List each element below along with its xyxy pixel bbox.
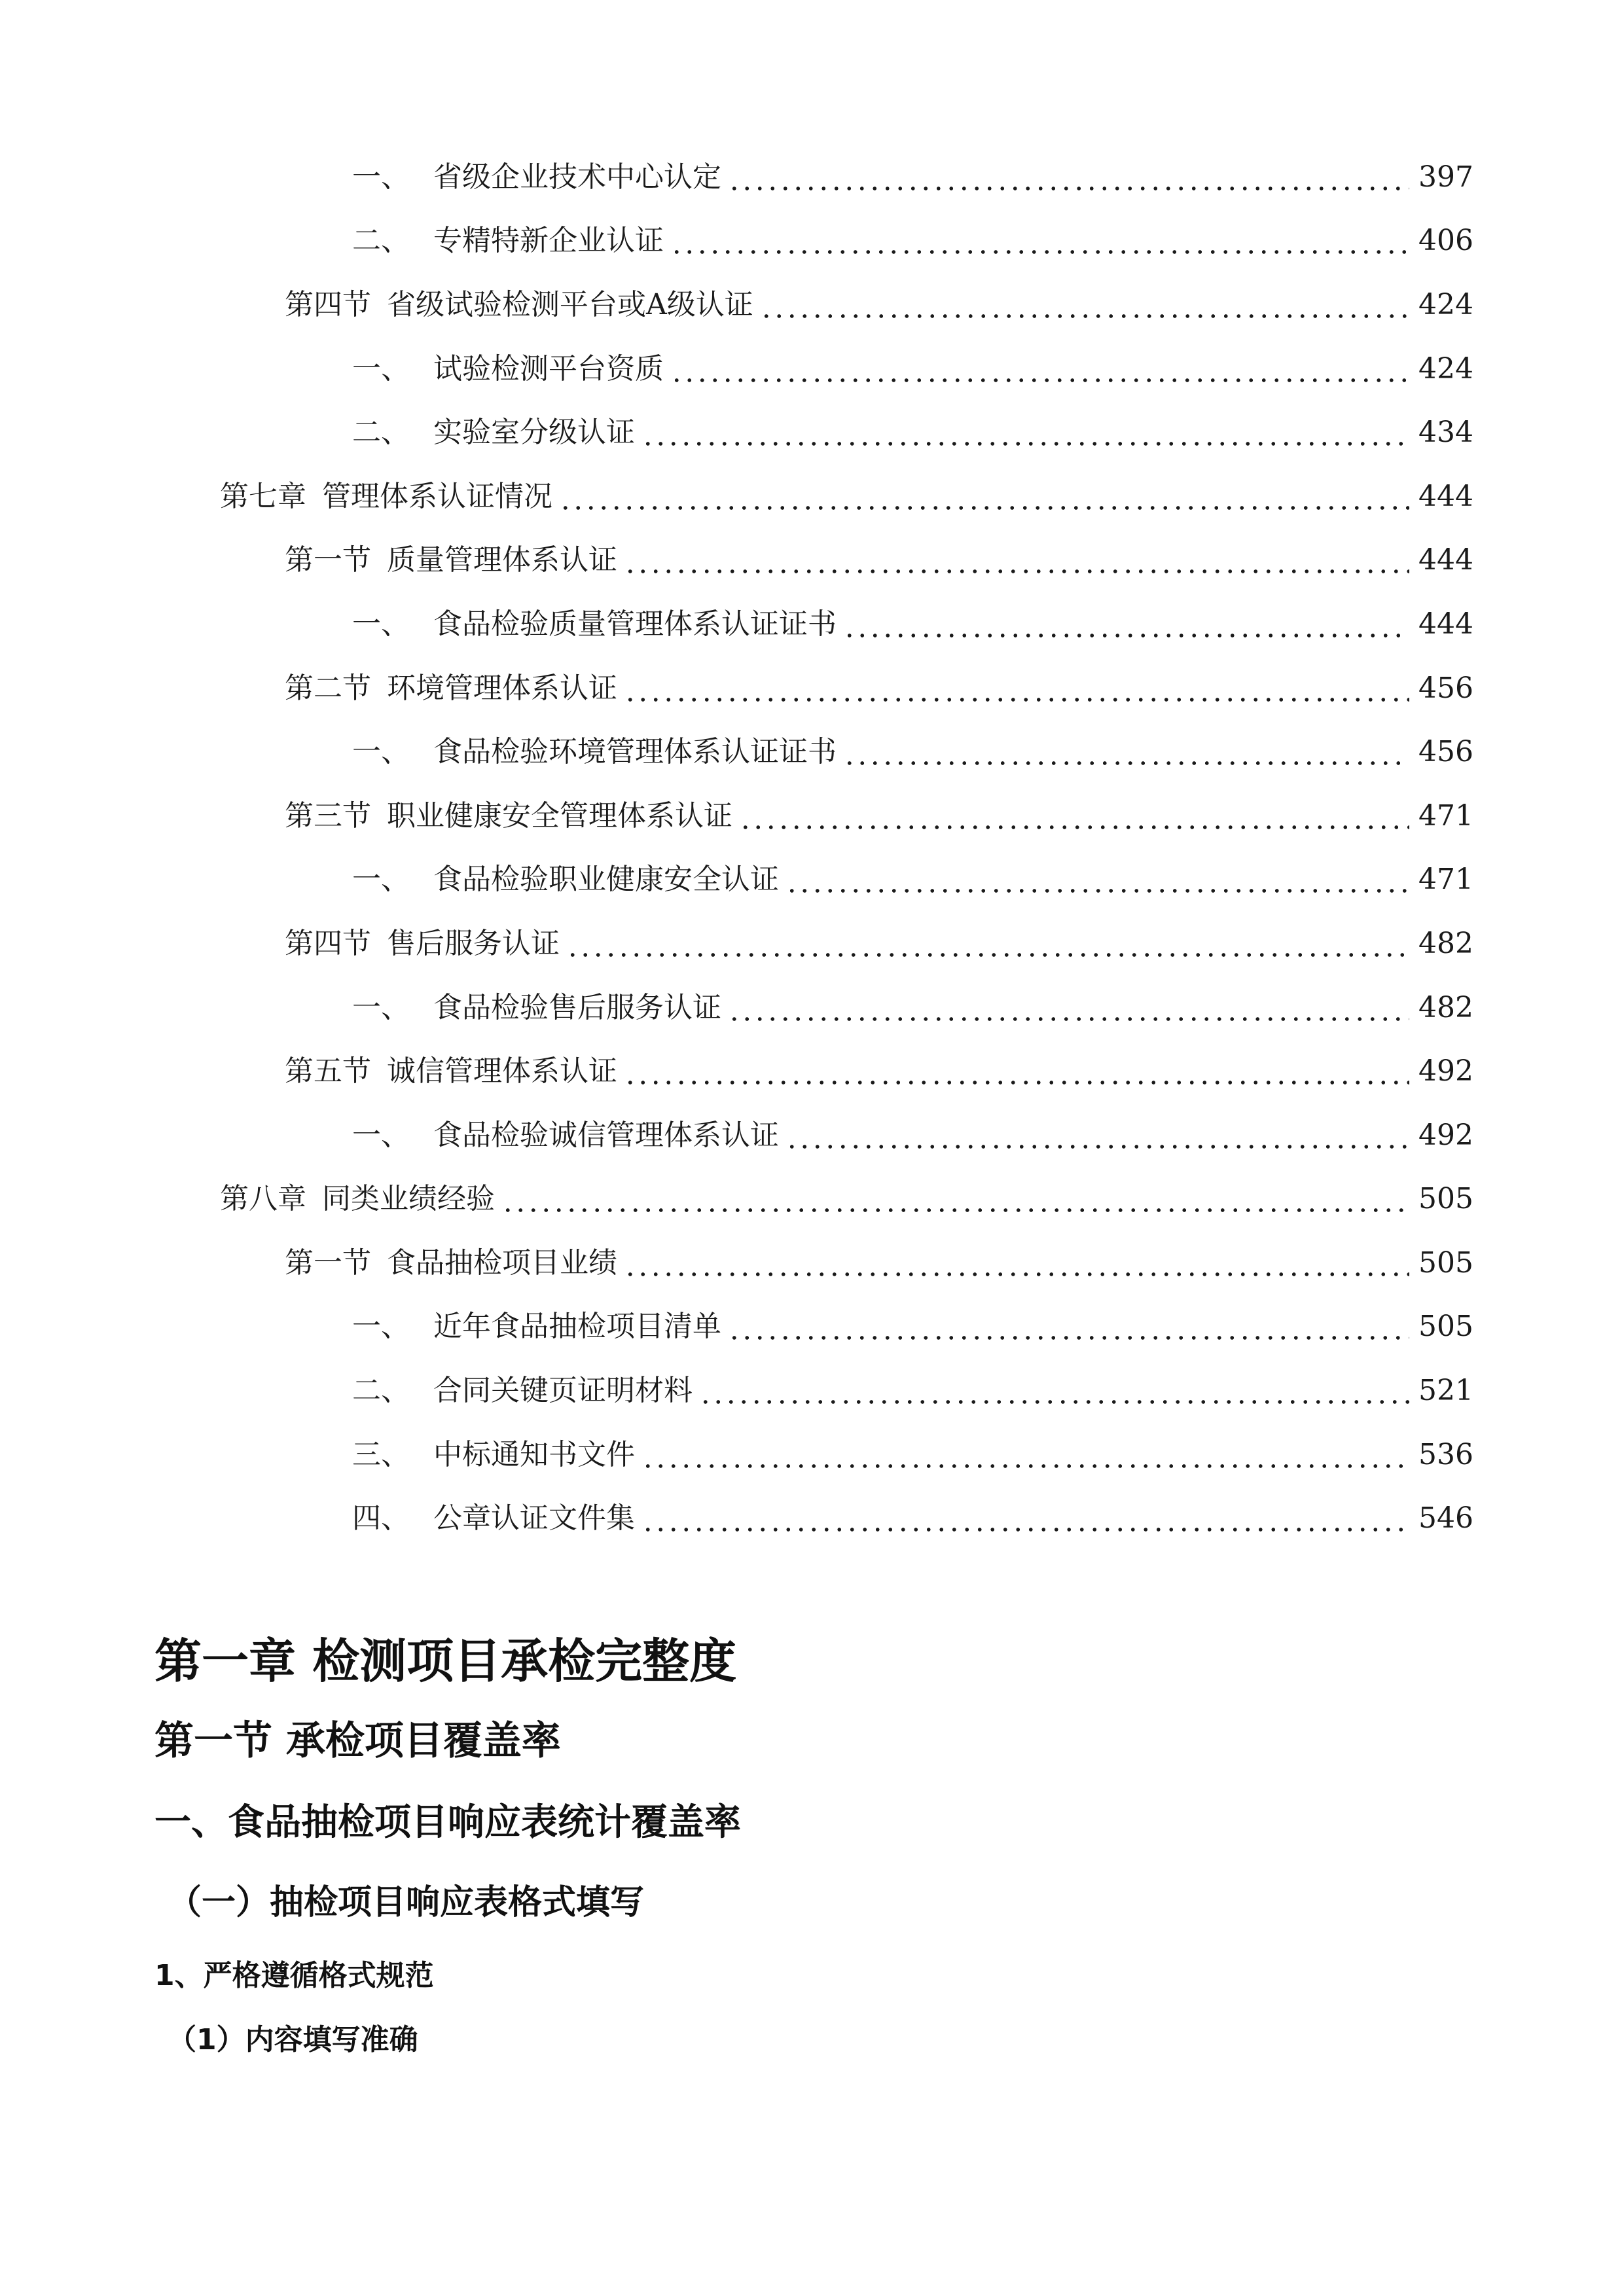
toc-entry-page-number: 456 xyxy=(1418,735,1473,769)
toc-entry[interactable] xyxy=(0,1168,1624,1232)
toc-entry-page-number: 456 xyxy=(1418,671,1473,705)
toc-entry-prefix: 一、 xyxy=(352,607,410,641)
toc-entry-title: 管理体系认证情况 xyxy=(322,479,552,513)
toc-entry-prefix: 第三节 xyxy=(285,798,371,833)
toc-entry-page-number: 444 xyxy=(1418,607,1473,641)
toc-dot-leader xyxy=(760,291,1409,319)
toc-entry[interactable] xyxy=(0,784,1624,848)
toc-entry-page-number: 444 xyxy=(1418,543,1473,577)
toc-entry-title: 近年食品抽检项目清单 xyxy=(433,1310,721,1344)
toc-entry-page-number: 444 xyxy=(1418,479,1473,513)
toc-dot-leader xyxy=(624,674,1409,703)
toc-entry[interactable] xyxy=(0,1039,1624,1103)
toc-entry-page-number: 521 xyxy=(1418,1374,1473,1408)
toc-entry-prefix: 第一节 xyxy=(285,1246,371,1280)
toc-entry-title: 食品检验质量管理体系认证证书 xyxy=(433,607,837,641)
toc-entry-title: 试验检测平台资质 xyxy=(433,351,664,386)
subpoint-heading: （1）内容填写准确 xyxy=(168,2023,418,2056)
toc-entry-title: 中标通知书文件 xyxy=(433,1437,635,1471)
toc-entry[interactable] xyxy=(0,720,1624,784)
toc-entry-page-number: 492 xyxy=(1418,1118,1473,1152)
toc-entry-title: 职业健康安全管理体系认证 xyxy=(387,798,732,833)
toc-entry-page-number: 546 xyxy=(1418,1501,1473,1535)
toc-entry[interactable] xyxy=(0,592,1624,656)
toc-entry-prefix: 二、 xyxy=(352,224,410,258)
toc-entry-title: 食品检验职业健康安全认证 xyxy=(433,863,779,897)
toc-entry-page-number: 482 xyxy=(1418,926,1473,960)
toc-entry-page-number: 482 xyxy=(1418,990,1473,1024)
toc-dot-leader xyxy=(641,1441,1409,1469)
toc-dot-leader xyxy=(501,1185,1409,1213)
toc-entry-title: 食品抽检项目业绩 xyxy=(387,1246,617,1280)
toc-entry-title: 食品检验环境管理体系认证证书 xyxy=(433,735,837,769)
section-heading: 第一节 承检项目覆盖率 xyxy=(154,1718,561,1764)
toc-dot-leader xyxy=(728,1312,1409,1341)
toc-dot-leader xyxy=(699,1376,1409,1405)
toc-entry[interactable] xyxy=(0,1423,1624,1487)
item-heading: （一）抽检项目响应表格式填写 xyxy=(168,1883,645,1922)
toc-dot-leader xyxy=(624,546,1409,575)
chapter-heading: 第一章 检测项目承检完整度 xyxy=(154,1634,737,1689)
toc-entry-title: 专精特新企业认证 xyxy=(433,224,664,258)
toc-entry-title: 省级企业技术中心认定 xyxy=(433,160,721,194)
toc-entry-prefix: 第五节 xyxy=(285,1054,371,1088)
toc-entry[interactable] xyxy=(0,848,1624,912)
toc-entry-page-number: 424 xyxy=(1418,351,1473,386)
table-of-contents xyxy=(0,145,1624,1551)
toc-entry-prefix: 一、 xyxy=(352,1310,410,1344)
toc-entry-title: 质量管理体系认证 xyxy=(387,543,617,577)
toc-dot-leader xyxy=(670,226,1409,255)
toc-entry-page-number: 505 xyxy=(1418,1182,1473,1216)
toc-entry[interactable] xyxy=(0,145,1624,209)
toc-entry-prefix: 第四节 xyxy=(285,926,371,960)
toc-entry-prefix: 一、 xyxy=(352,351,410,386)
toc-entry-prefix: 第七章 xyxy=(220,479,306,513)
toc-dot-leader xyxy=(785,865,1409,894)
toc-dot-leader xyxy=(728,994,1409,1022)
toc-entry[interactable] xyxy=(0,273,1624,337)
toc-dot-leader xyxy=(843,738,1409,766)
toc-dot-leader xyxy=(624,1057,1409,1086)
toc-entry-prefix: 三、 xyxy=(352,1437,410,1471)
toc-dot-leader xyxy=(843,610,1409,639)
toc-entry[interactable] xyxy=(0,976,1624,1040)
toc-dot-leader xyxy=(566,929,1409,958)
toc-entry[interactable] xyxy=(0,1486,1624,1551)
toc-dot-leader xyxy=(728,163,1409,192)
toc-entry-page-number: 492 xyxy=(1418,1054,1473,1088)
toc-dot-leader xyxy=(670,355,1409,384)
toc-entry-prefix: 二、 xyxy=(352,416,410,450)
toc-entry-title: 售后服务认证 xyxy=(387,926,560,960)
toc-entry[interactable] xyxy=(0,912,1624,976)
toc-entry-prefix: 四、 xyxy=(352,1501,410,1535)
toc-entry-page-number: 424 xyxy=(1418,287,1473,321)
toc-entry-prefix: 一、 xyxy=(352,863,410,897)
toc-entry[interactable] xyxy=(0,1359,1624,1423)
toc-entry-page-number: 397 xyxy=(1418,160,1473,194)
toc-entry-title: 实验室分级认证 xyxy=(433,416,635,450)
toc-entry-title: 诚信管理体系认证 xyxy=(387,1054,617,1088)
toc-entry[interactable] xyxy=(0,529,1624,593)
toc-entry[interactable] xyxy=(0,401,1624,465)
toc-entry-page-number: 536 xyxy=(1418,1437,1473,1471)
toc-dot-leader xyxy=(559,482,1409,511)
toc-entry[interactable] xyxy=(0,1295,1624,1359)
subsection-heading: 一、食品抽检项目响应表统计覆盖率 xyxy=(154,1801,741,1844)
toc-entry-title: 合同关键页证明材料 xyxy=(433,1374,693,1408)
toc-entry-prefix: 一、 xyxy=(352,160,410,194)
toc-entry-prefix: 第四节 xyxy=(285,287,371,321)
toc-entry[interactable] xyxy=(0,209,1624,274)
toc-entry-title: 同类业绩经验 xyxy=(322,1182,495,1216)
toc-entry-title: 省级试验检测平台或A级认证 xyxy=(387,287,753,321)
toc-entry-prefix: 第二节 xyxy=(285,671,371,705)
toc-entry-title: 环境管理体系认证 xyxy=(387,671,617,705)
toc-entry-prefix: 第一节 xyxy=(285,543,371,577)
toc-entry[interactable] xyxy=(0,465,1624,529)
toc-entry-page-number: 505 xyxy=(1418,1246,1473,1280)
point-heading: 1、严格遵循格式规范 xyxy=(154,1959,434,1992)
toc-entry-page-number: 471 xyxy=(1418,798,1473,833)
toc-entry[interactable] xyxy=(0,337,1624,401)
toc-dot-leader xyxy=(624,1249,1409,1278)
toc-entry[interactable] xyxy=(0,656,1624,721)
toc-entry-prefix: 一、 xyxy=(352,990,410,1024)
toc-dot-leader xyxy=(785,1121,1409,1150)
toc-entry-page-number: 434 xyxy=(1418,416,1473,450)
toc-dot-leader xyxy=(739,802,1409,831)
toc-entry-prefix: 第八章 xyxy=(220,1182,306,1216)
toc-entry-title: 食品检验诚信管理体系认证 xyxy=(433,1118,779,1152)
toc-entry-title: 公章认证文件集 xyxy=(433,1501,635,1535)
toc-entry-prefix: 一、 xyxy=(352,735,410,769)
toc-entry[interactable] xyxy=(0,1231,1624,1295)
toc-entry-page-number: 505 xyxy=(1418,1310,1473,1344)
toc-entry-page-number: 406 xyxy=(1418,224,1473,258)
toc-dot-leader xyxy=(641,418,1409,447)
toc-entry-prefix: 二、 xyxy=(352,1374,410,1408)
toc-dot-leader xyxy=(641,1504,1409,1533)
toc-entry-page-number: 471 xyxy=(1418,863,1473,897)
toc-entry-title: 食品检验售后服务认证 xyxy=(433,990,721,1024)
toc-entry-prefix: 一、 xyxy=(352,1118,410,1152)
toc-entry[interactable] xyxy=(0,1103,1624,1168)
